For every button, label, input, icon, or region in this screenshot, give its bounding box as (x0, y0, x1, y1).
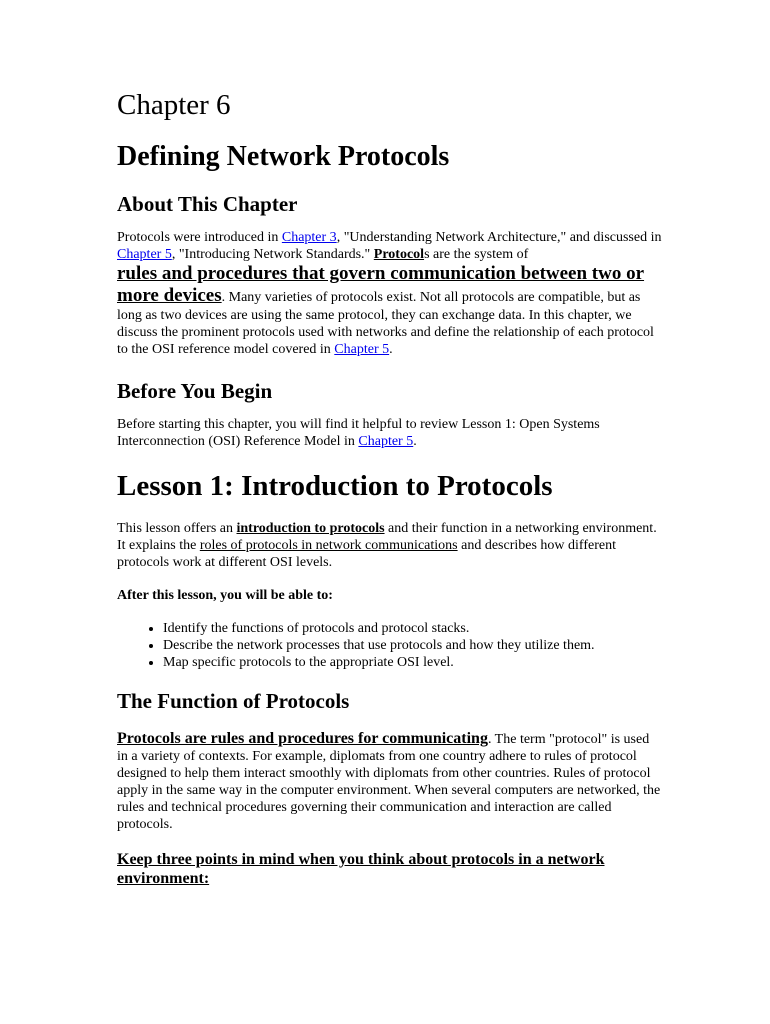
about-text-5: . Many varieties of protocols exist. Not all protocols are compatible, but as long as two devices are using the same protocol, they can exchange data. In this chapter, we discuss the prominent protocols used with networks and define the relationship of each protocol to the OSI reference model covered in (117, 290, 654, 357)
roles-of-protocols-text: roles of protocols in network communications (199, 538, 458, 553)
chapter-3-link[interactable]: Chapter 3 (281, 230, 337, 245)
about-text-4: s are the system of (424, 247, 529, 262)
about-text-6: . (389, 342, 393, 357)
objective-item: • Map specific protocols to the appropriate OSI level. (163, 654, 662, 671)
about-text-2: , "Understanding Network Architecture," and discussed in (336, 230, 662, 245)
chapter-title: Defining Network Protocols (117, 141, 450, 172)
protocol-definition: rules and procedures that govern communication between two or more devices (117, 263, 645, 306)
lesson-text-1: This lesson offers an (117, 521, 237, 536)
protocol-word: Protocol (373, 247, 425, 262)
function-lead: Protocols are rules and procedures for communicating (117, 730, 488, 747)
about-paragraph (117, 229, 662, 358)
before-paragraph (117, 416, 662, 450)
lesson-title: Lesson 1: Introduction to Protocols (117, 470, 553, 502)
chapter-label: Chapter 6 (117, 89, 231, 121)
after-lesson-label: After this lesson, you will be able to: (117, 588, 333, 603)
before-heading: Before You Begin (117, 379, 273, 403)
lesson-text-3: and describes how different protocols work at different OSI levels. (117, 538, 616, 570)
function-heading: The Function of Protocols (117, 689, 350, 713)
about-heading: About This Chapter (117, 192, 298, 216)
before-text-2: . (413, 434, 417, 449)
function-body: . The term "protocol" is used in a variety of contexts. For example, diplomats from one country adhere to rules of protocol designed to help them interact smoothly with diplomats from other countries. Rules of protocol apply in the same way in the computer environment. When several computers are networked, the rules and technical procedures governing their communication and interaction are called protocols. (117, 732, 661, 832)
objective-item: • Identify the functions of protocols and protocol stacks. (163, 620, 662, 637)
chapter-5-link-2[interactable]: Chapter 5 (334, 342, 390, 357)
lesson-text-2: and their function in a networking environment. It explains the (117, 521, 657, 553)
chapter-5-link-3[interactable]: Chapter 5 (358, 434, 414, 449)
objective-item: • Describe the network processes that use protocols and how they utilize them. (163, 637, 662, 654)
chapter-5-link[interactable]: Chapter 5 (117, 247, 172, 262)
about-text-3: , "Introducing Network Standards." (171, 247, 374, 262)
before-text-1: Before starting this chapter, you will find it helpful to review Lesson 1: Open Systems Interconnection (OSI) Reference Model in (117, 417, 600, 449)
document-page (117, 86, 662, 888)
function-paragraph (117, 730, 662, 833)
intro-to-protocols-link[interactable]: introduction to protocols (236, 521, 385, 536)
objectives-list (117, 620, 662, 671)
about-text-1: Protocols were introduced in (117, 230, 282, 245)
keep-in-mind-heading: Keep three points in mind when you think about protocols in a network environment: (117, 851, 605, 887)
lesson-paragraph (117, 520, 662, 571)
